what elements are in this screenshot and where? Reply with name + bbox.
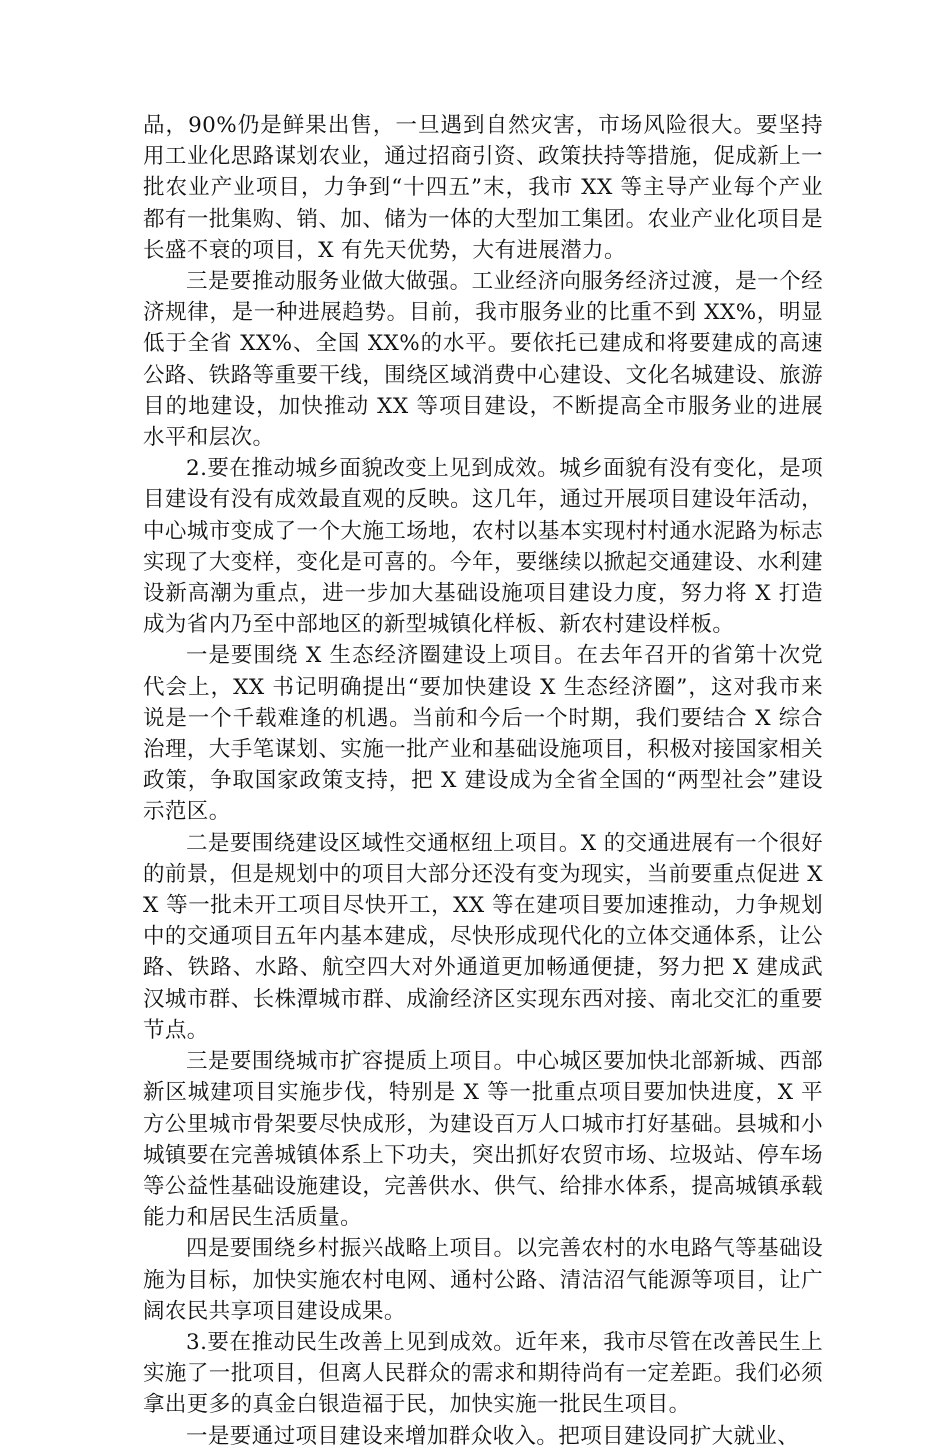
paragraph-service-industry: 三是要推动服务业做大做强。工业经济向服务经济过渡，是一个经济规律，是一种进展趋势。目前，我市服务业的比重不到 XX%，明显低于全省 XX%、全国 XX%的水平。要依托已建成和将要建成的高速公路、铁路等重要干线，围绕区域消费中心建设、文化名城建设、旅游目的地建设，加快推动 XX 等项目建设，不断提高全市服务业的进展水平和层次。 — [143, 269, 823, 451]
paragraph-transport-hub: 二是要围绕建设区域性交通枢纽上项目。X 的交通进展有一个很好的前景，但是规划中的项目大部分还没有变为现实，当前要重点促进 XX 等一批未开工项目尽快开工，XX 等在建项目要加速推动，力争规划中的交通项目五年内基本建成，尽快形成现代化的立体交通体系，让公路、铁路、水路、航空四大对外通道更加畅通便捷，努力把 X 建成武汉城市群、长株潭城市群、成渝经济区实现东西对接、南北交汇的重要节点。 — [143, 830, 823, 1043]
paragraph-urban-rural: 2.要在推动城乡面貌改变上见到成效。城乡面貌有没有变化，是项目建设有没有成效最直观的反映。这几年，通过开展项目建设年活动，中心城市变成了一个大施工场地，农村以基本实现村村通水泥路为标志实现了大变样，变化是可喜的。今年，要继续以掀起交通建设、水利建设新高潮为重点，进一步加大基础设施项目建设力度，努力将 X 打造成为省内乃至中部地区的新型城镇化样板、新农村建设样板。 — [143, 456, 823, 638]
paragraph-income: 一是要通过项目建设来增加群众收入。把项目建设同扩大就业、 — [186, 1423, 800, 1449]
paragraph-city-expansion: 三是要围绕城市扩容提质上项目。中心城区要加快北部新城、西部新区城建项目实施步伐，特别是 X 等一批重点项目要加快进度，X 平方公里城市骨架要尽快成形，为建设百万人口城市打好基础。县城和小城镇要在完善城镇体系上下功夫，突出抓好农贸市场、垃圾站、停车场等公益性基础设施建设，完善供水、供气、给排水体系，提高城镇承载能力和居民生活质量。 — [143, 1049, 823, 1231]
document-body — [143, 110, 823, 1452]
paragraph-livelihood: 3.要在推动民生改善上见到成效。近年来，我市尽管在改善民生上实施了一批项目，但离人民群众的需求和期待尚有一定差距。我们必须拿出更多的真金白银造福于民，加快实施一批民生项目。 — [143, 1329, 823, 1418]
paragraph-continued: 品，90%仍是鲜果出售，一旦遇到自然灾害，市场风险很大。要坚持用工业化思路谋划农业，通过招商引资、政策扶持等措施，促成新上一批农业产业项目，力争到“十四五”末，我市 XX 等主导产业每个产业都有一批集购、销、加、储为一体的大型加工集团。农业产业化项目是长盛不衰的项目，X 有先天优势，大有进展潜力。 — [143, 113, 823, 263]
paragraph-eco-circle: 一是要围绕 X 生态经济圈建设上项目。在去年召开的省第十次党代会上，XX 书记明确提出“要加快建设 X 生态经济圈”，这对我市来说是一个千载难逢的机遇。当前和今后一个时期，我们要结合 X 综合治理，大手笔谋划、实施一批产业和基础设施项目，积极对接国家相关政策，争取国家政策支持，把 X 建设成为全省全国的“两型社会”建设示范区。 — [143, 643, 823, 825]
paragraph-rural-revitalization: 四是要围绕乡村振兴战略上项目。以完善农村的水电路气等基础设施为目标，加快实施农村电网、通村公路、清洁沼气能源等项目，让广阔农民共享项目建设成果。 — [143, 1236, 823, 1324]
